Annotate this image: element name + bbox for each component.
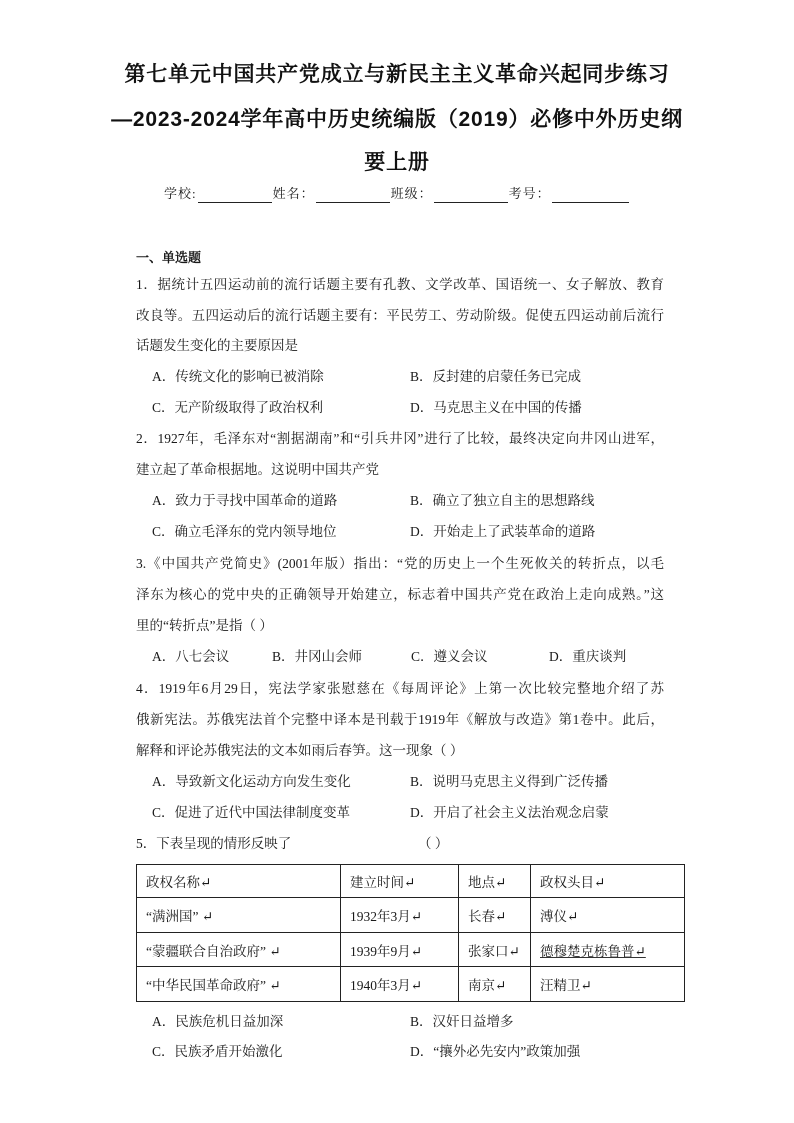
- table-row: [137, 933, 685, 967]
- table-cell: 1932年3月↵: [341, 898, 459, 933]
- question-1-line-1: 1．据统计五四运动前的流行话题主要有孔教、文学改革、国语统一、女子解放、教育: [136, 277, 664, 292]
- question-5-answer-blank: （ ）: [418, 836, 449, 851]
- table-row: [137, 898, 685, 933]
- question-2-option-b: B．确立了独立自主的思想路线: [410, 493, 595, 508]
- section-title: 一、单选题: [136, 250, 202, 265]
- table-cell: 长春↵: [459, 898, 531, 933]
- question-5-option-b: B．汉奸日益增多: [410, 1014, 514, 1029]
- question-2-option-c: C．确立毛泽东的党内领导地位: [152, 524, 337, 539]
- question-3-option-c: C．遵义会议: [411, 649, 488, 664]
- table-row: [137, 967, 685, 1002]
- table-cell: 南京↵: [459, 967, 531, 1002]
- question-1-line-3: 话题发生变化的主要原因是: [136, 338, 298, 353]
- question-4-line-3: 解释和评论苏俄宪法的文本如雨后春笋。这一现象（ ）: [136, 743, 464, 758]
- table-cell: 1939年9月↵: [341, 933, 459, 967]
- question-5-option-c: C．民族矛盾开始激化: [152, 1044, 283, 1059]
- exam-id-label: 考号：: [508, 186, 551, 201]
- question-1-option-b: B．反封建的启蒙任务已完成: [410, 369, 582, 384]
- exam-id-blank: [552, 187, 629, 203]
- table-cell: “中华民国革命政府” ↵: [137, 967, 341, 1002]
- question-4-option-b: B．说明马克思主义得到广泛传播: [410, 774, 609, 789]
- question-2-line-1: 2．1927年，毛泽东对“割据湖南”和“引兵井冈”进行了比较，最终决定向井冈山进军，: [136, 431, 664, 446]
- page-title-line-2: —2023-2024学年高中历史统编版（2019）必修中外历史纲: [111, 108, 683, 131]
- table-cell: 张家口↵: [459, 933, 531, 967]
- table-header-cell: 地点↵: [459, 865, 531, 898]
- question-3-option-d: D．重庆谈判: [549, 649, 627, 664]
- question-2-line-2: 建立起了革命根据地。这说明中国共产党: [136, 462, 379, 477]
- question-4-line-1: 4．1919年6月29日，宪法学家张慰慈在《每周评论》上第一次比较完整地介绍了苏: [136, 681, 664, 696]
- question-5-option-a: A．民族危机日益加深: [152, 1014, 284, 1029]
- table-header-cell: 政权名称↵: [137, 865, 341, 898]
- school-label: 学校:: [164, 186, 197, 201]
- regime-table: [136, 864, 685, 1002]
- table-header-cell: 政权头目↵: [531, 865, 685, 898]
- class-label: 班级：: [390, 186, 433, 201]
- question-3-line-3: 里的“转折点”是指（ ）: [136, 618, 273, 633]
- page-title-line-3: 要上册: [364, 151, 430, 174]
- table-cell: “蒙疆联合自治政府” ↵: [137, 933, 341, 967]
- name-blank: [316, 187, 390, 203]
- table-cell: 德穆楚克栋鲁普↵: [531, 933, 685, 967]
- question-3-line-1: 3.《中国共产党简史》(2001年版）指出：“党的历史上一个生死攸关的转折点，以毛: [136, 556, 664, 571]
- student-info-line: [164, 185, 630, 203]
- school-blank: [198, 187, 272, 203]
- name-label: 姓名：: [272, 186, 315, 201]
- table-cell: 溥仪↵: [531, 898, 685, 933]
- table-cell: 1940年3月↵: [341, 967, 459, 1002]
- question-3-option-a: A．八七会议: [152, 649, 230, 664]
- question-1-option-d: D．马克思主义在中国的传播: [410, 400, 582, 415]
- question-4-option-a: A．导致新文化运动方向发生变化: [152, 774, 351, 789]
- question-1-option-a: A．传统文化的影响已被消除: [152, 369, 324, 384]
- table-cell: 汪精卫↵: [531, 967, 685, 1002]
- question-2-option-a: A．致力于寻找中国革命的道路: [152, 493, 338, 508]
- question-4-option-c: C．促进了近代中国法律制度变革: [152, 805, 351, 820]
- question-5-option-d: D．“攘外必先安内”政策加强: [410, 1044, 581, 1059]
- question-1-line-2: 改良等。五四运动后的流行话题主要有：平民劳工、劳动阶级。促使五四运动前后流行: [136, 308, 664, 323]
- question-5-line-1: 5．下表呈现的情形反映了: [136, 836, 292, 851]
- question-3-option-b: B．井冈山会师: [272, 649, 363, 664]
- table-header-row: [137, 865, 685, 898]
- class-blank: [434, 187, 508, 203]
- question-4-line-2: 俄新宪法。苏俄宪法首个完整中译本是刊载于1919年《解放与改造》第1卷中。此后，: [136, 712, 664, 727]
- question-3-line-2: 泽东为核心的党中央的正确领导开始建立，标志着中国共产党在政治上走向成熟。”这: [136, 587, 664, 602]
- question-1-option-c: C．无产阶级取得了政治权利: [152, 400, 324, 415]
- table-cell: “满洲国” ↵: [137, 898, 341, 933]
- page-title-line-1: 第七单元中国共产党成立与新民主主义革命兴起同步练习: [124, 63, 670, 86]
- question-2-option-d: D．开始走上了武装革命的道路: [410, 524, 596, 539]
- table-header-cell: 建立时间↵: [341, 865, 459, 898]
- question-4-option-d: D．开启了社会主义法治观念启蒙: [410, 805, 609, 820]
